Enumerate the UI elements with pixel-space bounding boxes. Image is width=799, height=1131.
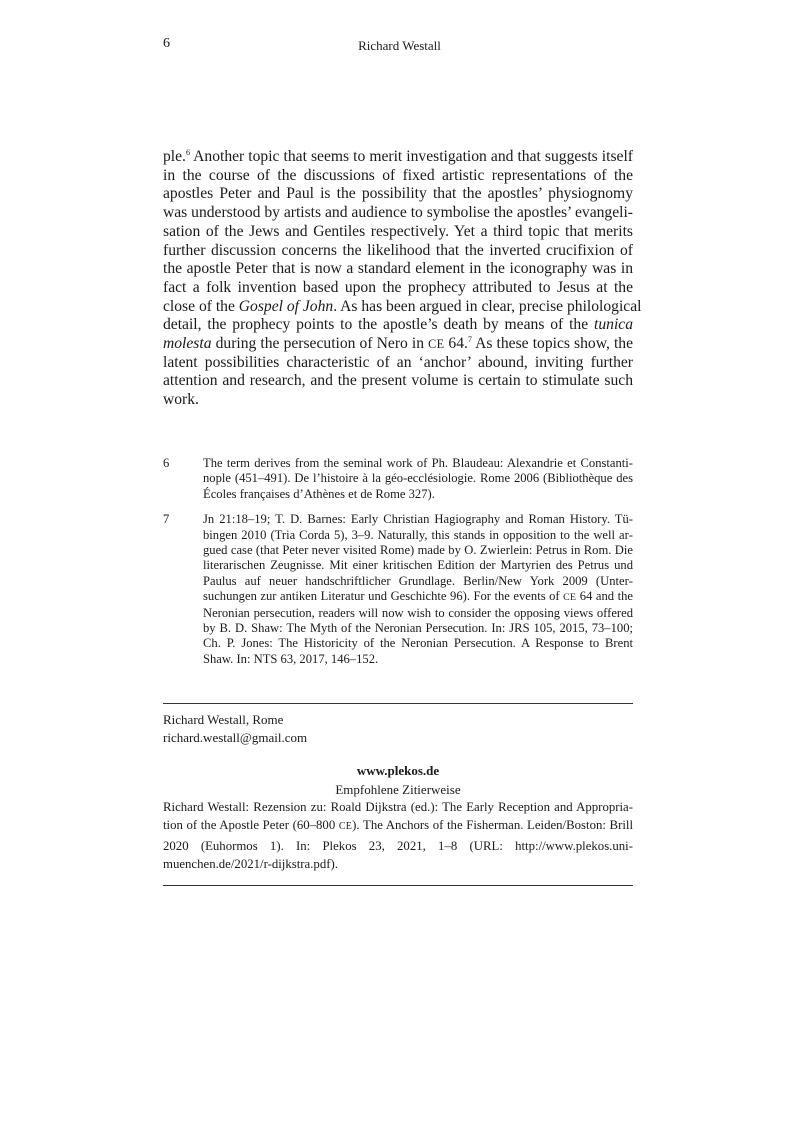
running-head: Richard Westall [358,38,441,53]
body-line: further discussion concerns the likelihood that the inverted crucifixion of [163,241,633,259]
body-line: apostles Peter and Paul is the possibility that the apostles’ physiognomy [163,185,633,203]
footnote-6 [163,456,633,502]
text: As these topics show, the [471,335,634,353]
body-line: sation of the Jews and Gentiles respectively. Yet a third topic that merits [163,222,633,240]
divider [163,703,633,704]
footnote-text: 64 and the Neronian persecution, readers will now wish to consider the opposing views offered by B. D. Shaw: The Myth of the Neronian Persecution. In: JRS 105, 2015, 73–100; Ch. P. Jones: The Historicity of the Neronian Persecution. A Response to Brent Shaw. In: NTS 63, 2017, 146–152. [203,589,634,666]
footnote-text: The term derives from the seminal work of Ph. Blaudeau: Alexandrie et Constantinople (451–491). De l’histoire à la géo-ecclésiologie. Rome 2006 (Bibliothèque des Écoles françaises d’Athènes et de Rome 327). [203,456,633,501]
author-email[interactable]: richard.westall@gmail.com [163,730,308,745]
footnote-text: Jn 21:18–19; T. D. Barnes: Early Christian Hagiography and Roman History. Tübingen 2010 (Tria Corda 5), 3–9. Naturally, this stands in opposition to the well argued case (that Peter never visited Rome) made by O. Zwierlein: Petrus in Rom. Die literarischen Zeugnisse. Mit einer kritischen Edition der Martyrien des Petrus und Paulus auf neuer handschriftlicher Grundlage. Berlin/New York 2009 (Untersuchungen zur antiken Literatur und Geschichte 96). For the events of [203,512,633,604]
divider [163,885,633,886]
body-line: was understood by artists and audience to symbolise the apostles’ evangeli- [163,204,634,222]
site-link[interactable]: www.plekos.de [356,763,440,778]
author-name-place: Richard Westall, Rome [163,712,284,727]
text: . As has been argued in clear, precise philological [333,297,642,315]
body-line: work. [163,391,199,409]
footnote-ref-6[interactable]: 6 [185,148,190,157]
text: detail, the prophecy points to the apostle’s death by means of the [163,316,595,334]
italic-term: molesta [163,335,212,353]
small-caps: CE [563,592,577,604]
footnotes [163,456,633,677]
body-line: attention and research, and the present volume is certain to stimulate such [163,372,633,390]
body-line [163,148,633,167]
text: ple. [163,148,186,165]
page-number: 6 [163,36,170,51]
citation-text: ). The Anchors of the Fisherman. Leiden/Boston: Brill 2020 (Euhormos 1). In: Plekos 23, 2021, 1–8 (URL: http://www.plekos.uni-muenchen.de/2021/r-dijkstra.pdf). [163,818,633,871]
body-line [163,297,642,317]
text: 64. [444,335,468,353]
body-line: latent possibilities characteristic of an ‘anchor’ abound, inviting further [163,353,633,371]
small-caps: CE [338,821,353,833]
citation [163,798,633,873]
italic-title: Gospel of John [238,297,334,315]
footnote-7 [163,512,633,667]
citation-text: Richard Westall: Rezension zu: Roald Dijkstra (ed.): The Early Reception and Appropriation of the Apostle Peter (60–800 [163,800,633,833]
text: during the persecution of Nero in [211,335,429,353]
small-caps: CE [428,337,445,352]
body-line [163,316,633,335]
body-line: the apostle Peter that is now a standard element in the iconography was in [163,260,633,278]
body-text [163,148,642,410]
body-line [163,335,633,354]
text: close of the [163,297,239,315]
text: Another topic that seems to merit investigation and that suggests itself [189,148,633,165]
italic-term: tunica [594,316,633,334]
citation-heading: Empfohlene Zitierweise [335,782,461,797]
footnote-number: 7 [163,512,170,527]
footnote-number: 6 [163,456,170,470]
footnote-ref-7[interactable]: 7 [467,335,472,345]
body-line: fact a folk invention based upon the prophecy attributed to Jesus at the [163,278,633,296]
body-line: in the course of the discussions of fixed artistic representations of the [163,166,633,184]
